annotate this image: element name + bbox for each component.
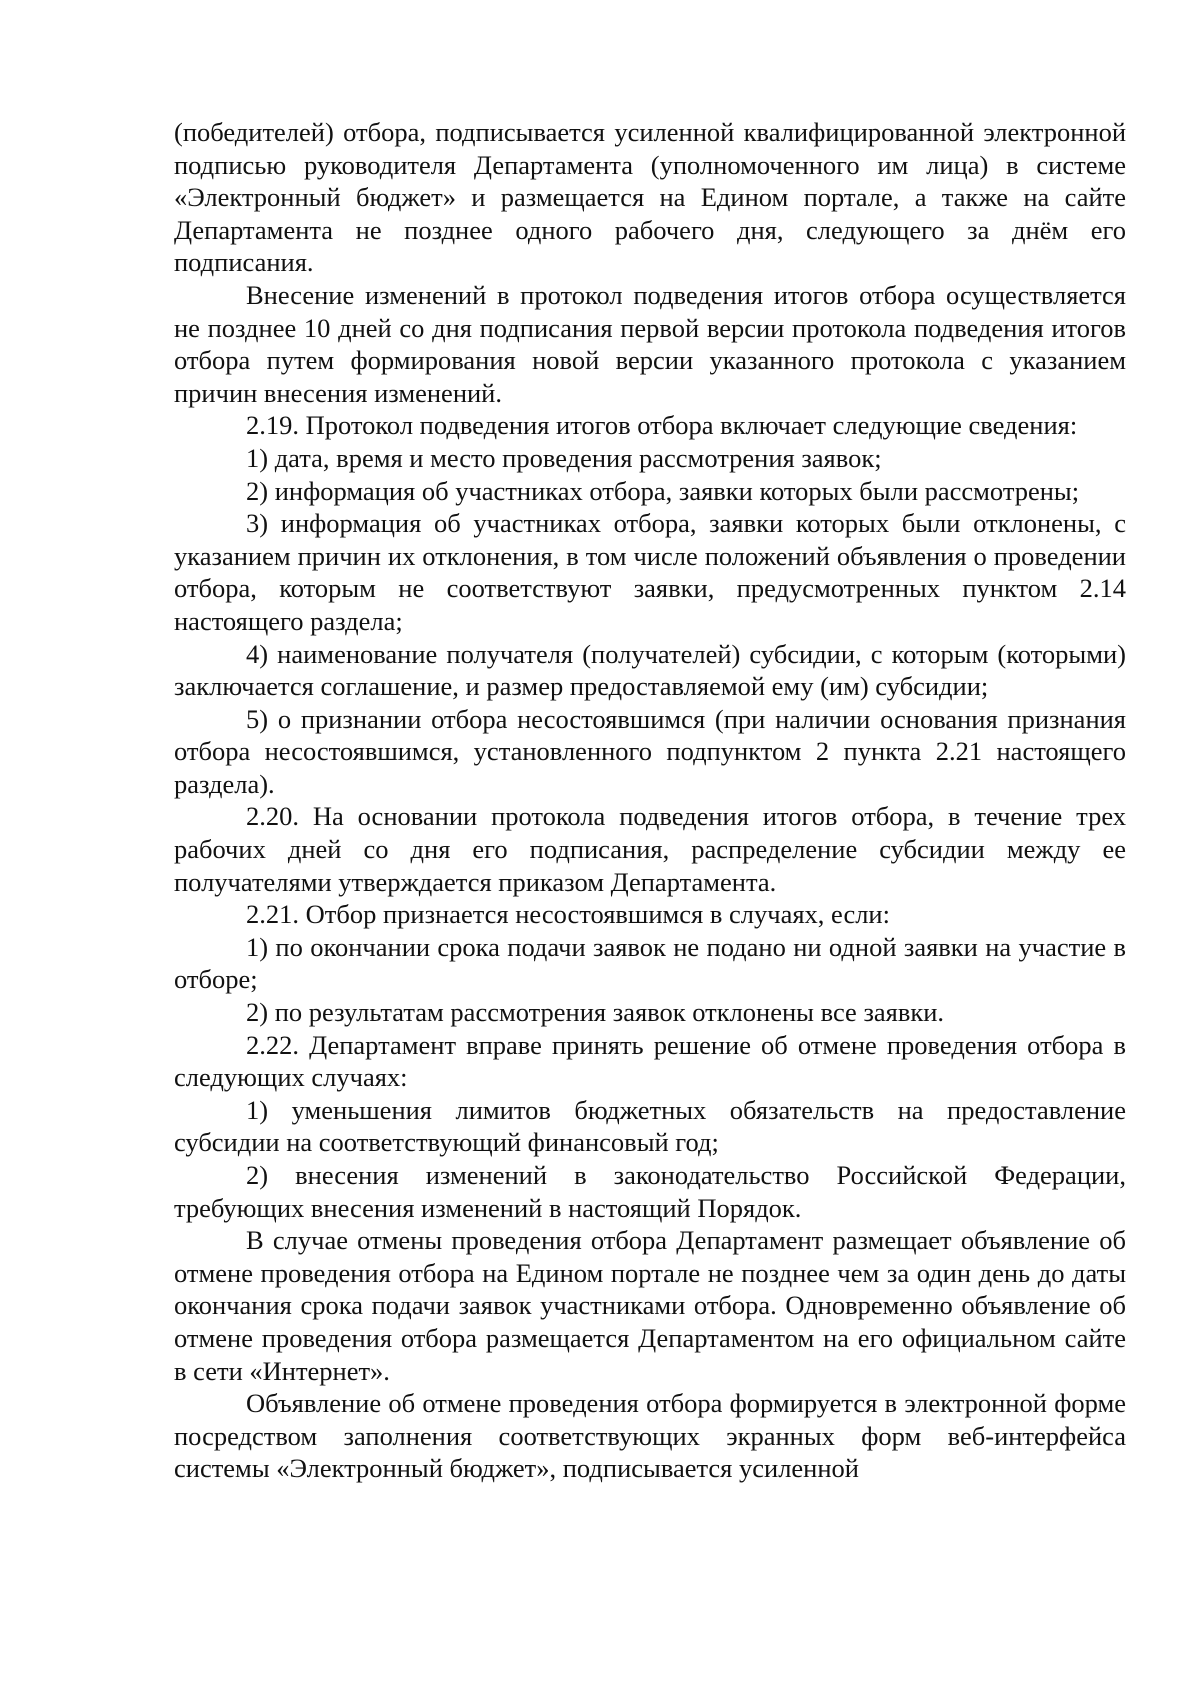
paragraph-cancellation-form: Объявление об отмене проведения отбора формируется в электронной форме посредством заполнения соответствующих экранных форм веб-интерфейса системы «Электронный бюджет», подписывается усиленной	[174, 1388, 1126, 1484]
list-item-2-21-2: 2) по результатам рассмотрения заявок отклонены все заявки.	[246, 997, 945, 1028]
paragraph-2-22: 2.22. Департамент вправе принять решение об отмене проведения отбора в следующих случаях:	[174, 1029, 1126, 1093]
list-item-2-22-1: 1) уменьшения лимитов бюджетных обязательств на предоставление субсидии на соответствующий финансовый год;	[174, 1094, 1126, 1158]
list-item-2-19-4: 4) наименование получателя (получателей) субсидии, с которым (которыми) заключается соглашение, и размер предоставляемой ему (им) субсидии;	[174, 638, 1126, 702]
paragraph-cancellation-notice: В случае отмены проведения отбора Департамент размещает объявление об отмене проведения отбора на Едином портале не позднее чем за один день до даты окончания срока подачи заявок участниками отбора. Одновременно объявление об отмене проведения отбора размещается Департаментом на его официальном сайте в сети «Интернет».	[174, 1225, 1126, 1386]
list-item-2-19-1: 1) дата, время и место проведения рассмотрения заявок;	[246, 442, 882, 473]
paragraph-protocol-signing: (победителей) отбора, подписывается усиленной квалифицированной электронной подписью руководителя Департамента (уполномоченного им лица) в системе «Электронный бюджет» и размещается на Едином портале, а также на сайте Департамента не позднее одного рабочего дня, следующего за днём его подписания.	[174, 117, 1126, 278]
list-item-2-19-2: 2) информация об участниках отбора, заявки которых были рассмотрены;	[246, 475, 1080, 506]
paragraph-2-20: 2.20. На основании протокола подведения итогов отбора, в течение трех рабочих дней со дня его подписания, распределение субсидии между ее получателями утверждается приказом Департамента.	[174, 801, 1126, 897]
paragraph-2-21: 2.21. Отбор признается несостоявшимся в случаях, если:	[246, 899, 890, 930]
paragraph-2-19: 2.19. Протокол подведения итогов отбора включает следующие сведения:	[246, 410, 1078, 441]
list-item-2-19-5: 5) о признании отбора несостоявшимся (при наличии основания признания отбора несостоявшимся, установленного подпунктом 2 пункта 2.21 настоящего раздела).	[174, 703, 1126, 799]
paragraph-protocol-changes: Внесение изменений в протокол подведения итогов отбора осуществляется не позднее 10 дней со дня подписания первой версии протокола подведения итогов отбора путем формирования новой версии указанного протокола с указанием причин внесения изменений.	[174, 279, 1126, 408]
document-page	[174, 116, 1126, 1485]
list-item-2-21-1: 1) по окончании срока подачи заявок не подано ни одной заявки на участие в отборе;	[174, 931, 1126, 995]
list-item-2-22-2: 2) внесения изменений в законодательство Российской Федерации, требующих внесения изменений в настоящий Порядок.	[174, 1160, 1126, 1223]
list-item-2-19-3: 3) информация об участниках отбора, заявки которых были отклонены, с указанием причин их отклонения, в том числе положений объявления о проведении отбора, которым не соответствуют заявки, предусмотренных пунктом 2.14 настоящего раздела;	[174, 508, 1126, 636]
